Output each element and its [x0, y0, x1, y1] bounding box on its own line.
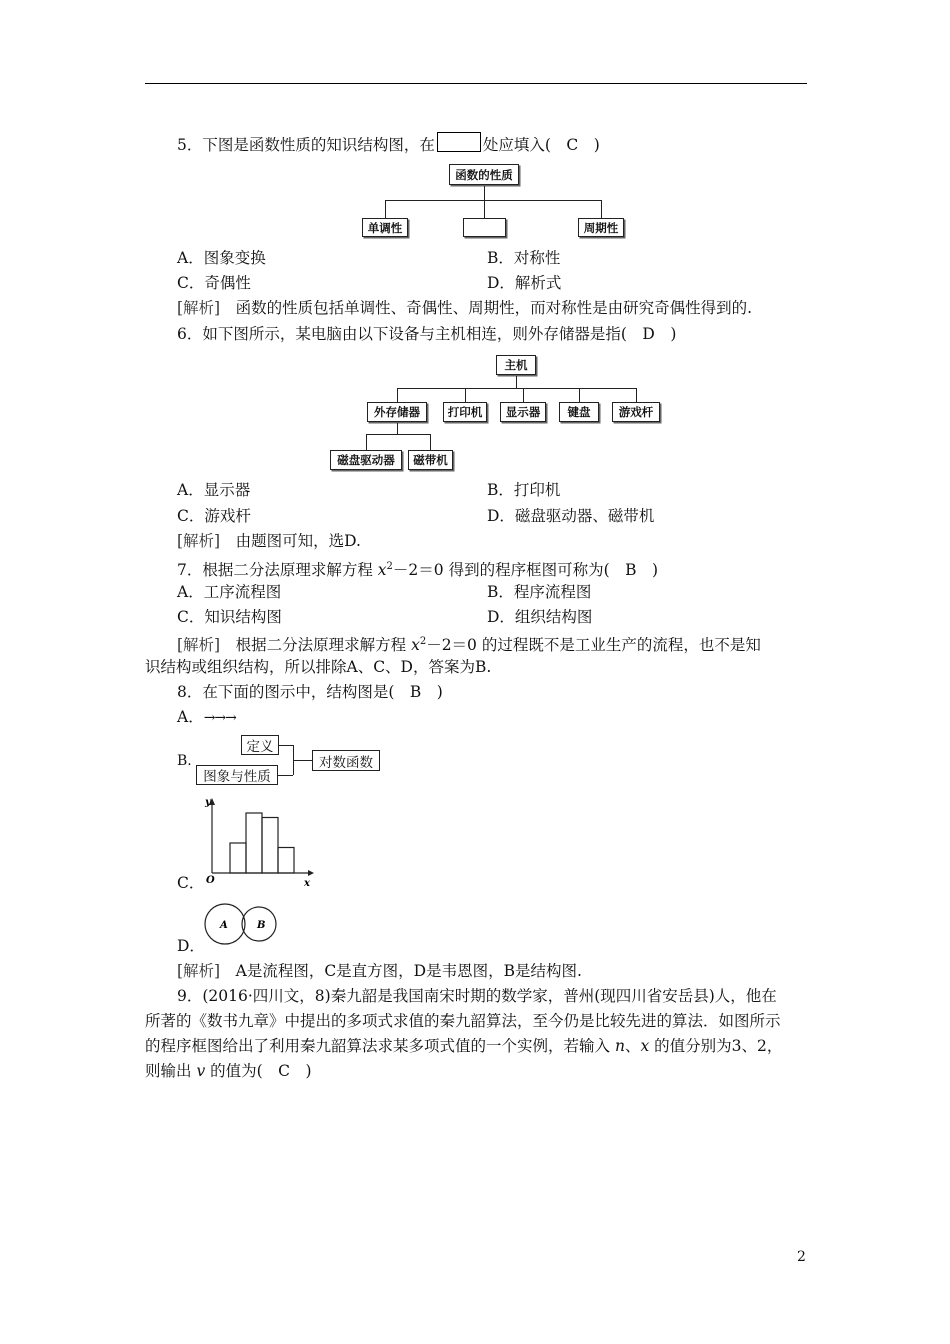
- q9-var-v: v: [196, 1062, 206, 1080]
- q8-venn: [203, 901, 283, 949]
- y-axis-label: y: [205, 797, 211, 808]
- b-box-definition: 定义: [241, 735, 279, 755]
- analysis-label: [解析]: [177, 962, 221, 980]
- connector: [601, 200, 602, 218]
- q8-arrows: →→→: [203, 710, 236, 726]
- question-9-line3: [145, 1036, 782, 1056]
- histogram-bar: [230, 843, 246, 873]
- venn-label-b: B: [257, 920, 266, 931]
- q9-var-x: x: [640, 1037, 650, 1055]
- q6-child-box: 键盘: [559, 402, 599, 422]
- q5-text-a: 5．下图是函数性质的知识结构图，在: [177, 136, 435, 154]
- q9-line3-b: 的值分别为3、2，: [649, 1037, 783, 1055]
- q7-text-b: －2＝0 得到的程序框图可称为( B ): [392, 561, 659, 580]
- origin-label: O: [206, 875, 215, 886]
- histogram-bar: [262, 818, 278, 874]
- connector: [385, 200, 386, 218]
- q6-option-c: C．游戏杆: [177, 507, 251, 525]
- question-7: [177, 557, 658, 580]
- q8-option-a: [177, 707, 236, 728]
- q7-option-c: C．知识结构图: [177, 608, 282, 626]
- q7-text-a: 7．根据二分法原理求解方程: [177, 561, 378, 580]
- analysis-text: A是流程图，C是直方图，D是韦恩图，B是结构图.: [235, 962, 582, 980]
- q6-child-box: 显示器: [500, 402, 546, 422]
- connector: [516, 376, 517, 388]
- q9-var-n: n: [614, 1037, 625, 1055]
- connector: [430, 434, 431, 450]
- q6-option-d: D．磁盘驱动器、磁带机: [487, 507, 655, 525]
- venn-label-a: A: [220, 920, 228, 931]
- q8-opt-a-label: A．: [177, 708, 204, 726]
- q5-option-d: D．解析式: [487, 274, 562, 292]
- q7-jx-sup: 2: [419, 636, 427, 647]
- q7-analysis-cont: 识结构或组织结构，所以排除A、C、D，答案为B.: [145, 658, 492, 676]
- q9-sep: 、: [624, 1037, 641, 1055]
- connector: [579, 388, 580, 402]
- q8-analysis: [177, 961, 582, 981]
- histogram-bar: [246, 813, 262, 873]
- q5-empty-box: [463, 218, 506, 237]
- q8-opt-b-label: B.: [177, 753, 192, 769]
- connector: [484, 186, 485, 200]
- question-9-line2: 所著的《数书九章》中提出的多项式求值的秦九韶算法，至今仍是比较先进的算法．如图所示: [145, 1012, 781, 1030]
- q5-left-box: 单调性: [362, 218, 408, 237]
- b-box-log-function: 对数函数: [312, 750, 380, 771]
- q7-jx-a: 根据二分法原理求解方程: [235, 636, 412, 655]
- q6-child-box: 打印机: [443, 402, 487, 422]
- q5-option-b: B．对称性: [487, 249, 561, 267]
- q6-analysis: [177, 531, 361, 551]
- connector: [397, 388, 636, 389]
- analysis-label: [解析]: [177, 299, 221, 317]
- question-9-line1: 9．(2016·四川文，8)秦九韶是我国南宋时期的数学家，普州(现四川省安岳县)人，他在: [177, 987, 777, 1005]
- q7-var: x: [377, 561, 387, 580]
- q9-line4-a: 则输出: [145, 1062, 197, 1080]
- q5-root-box: 函数的性质: [449, 164, 519, 185]
- question-6: 6．如下图所示，某电脑由以下设备与主机相连，则外存储器是指( D ): [177, 325, 677, 343]
- analysis-label: [解析]: [177, 532, 221, 550]
- q6-sub-box: 磁带机: [408, 450, 453, 470]
- q6-sub-box: 磁盘驱动器: [330, 450, 402, 470]
- q9-line4-b: 的值为( C ): [205, 1062, 312, 1080]
- connector: [636, 388, 637, 402]
- connector: [366, 434, 367, 450]
- q8-opt-d-label: D．: [177, 937, 205, 955]
- connector: [465, 388, 466, 402]
- q8-opt-c-label: C．: [177, 874, 205, 892]
- question-9-line4: [145, 1061, 312, 1081]
- connector: [278, 775, 293, 776]
- q5-right-box: 周期性: [578, 218, 624, 237]
- q5-text-b: 处应填入( C ): [482, 136, 600, 154]
- q5-analysis: [177, 298, 752, 318]
- analysis-text: 由题图可知，选D.: [235, 532, 361, 550]
- histogram-bar: [278, 848, 294, 874]
- q7-option-b: B．程序流程图: [487, 583, 592, 601]
- q7-jx-var: x: [411, 636, 420, 655]
- question-5: [177, 132, 600, 155]
- q6-root-box: 主机: [496, 355, 536, 375]
- x-axis-arrow: [308, 870, 314, 876]
- q7-option-d: D．组织结构图: [487, 608, 593, 626]
- b-box-graph-property: 图象与性质: [196, 765, 278, 785]
- q7-analysis: [177, 632, 761, 655]
- q9-line3-a: 的程序框图给出了利用秦九韶算法求某多项式值的一个实例，若输入: [145, 1037, 615, 1055]
- q7-jx-b: －2＝0 的过程既不是工业生产的流程，也不是知: [426, 636, 761, 655]
- x-axis-label: x: [304, 878, 310, 889]
- analysis-text: 函数的性质包括单调性、奇偶性、周期性，而对称性是由研究奇偶性得到的.: [235, 299, 753, 317]
- connector: [523, 388, 524, 402]
- connector: [397, 388, 398, 402]
- q8-histogram: [196, 793, 316, 893]
- blank-box: [437, 132, 481, 152]
- header-rule: [145, 83, 807, 84]
- q6-child-box: 游戏杆: [612, 402, 660, 422]
- connector: [293, 760, 312, 761]
- connector: [397, 423, 398, 434]
- q5-option-c: C．奇偶性: [177, 274, 251, 292]
- q7-option-a: A．工序流程图: [177, 583, 282, 601]
- q6-option-a: A．显示器: [177, 481, 251, 499]
- connector: [366, 434, 430, 435]
- connector: [484, 200, 485, 218]
- connector: [385, 200, 601, 201]
- analysis-label: [解析]: [177, 636, 221, 655]
- q5-option-a: A．图象变换: [177, 249, 266, 267]
- q6-option-b: B．打印机: [487, 481, 561, 499]
- page-number: 2: [797, 1249, 806, 1265]
- question-8: 8．在下面的图示中，结构图是( B ): [177, 683, 443, 701]
- q7-sup: 2: [386, 561, 393, 572]
- connector: [279, 745, 293, 746]
- q6-child-box: 外存储器: [367, 402, 427, 422]
